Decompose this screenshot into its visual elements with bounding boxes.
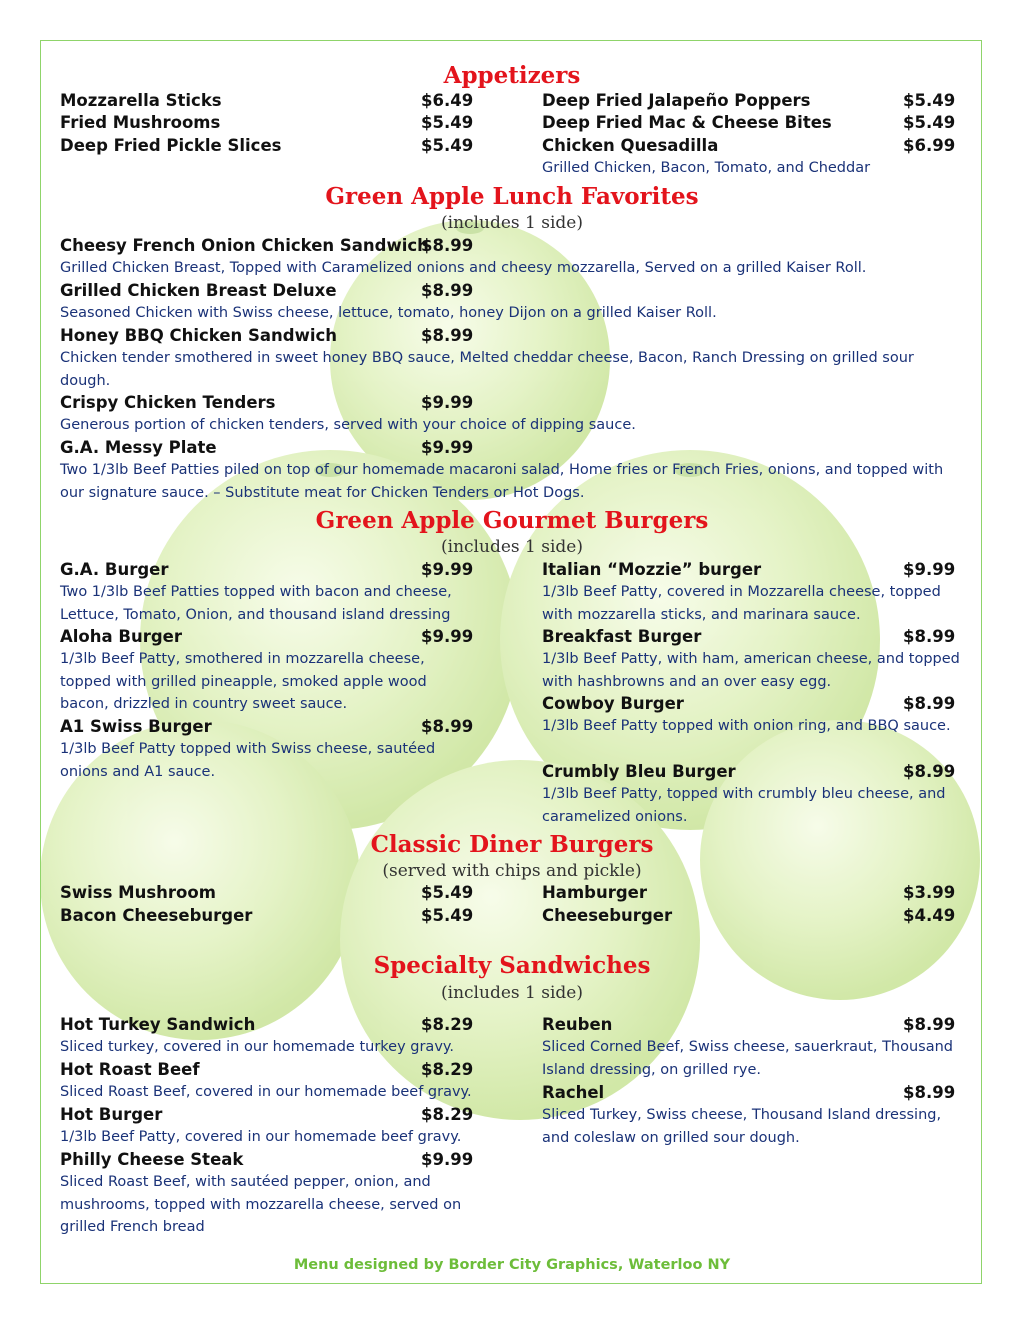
item-description: Sliced Turkey, Swiss cheese, Thousand Island dressing, and coleslaw on grilled sour dough. xyxy=(542,1107,942,1146)
item-price: $8.29 xyxy=(421,1060,474,1079)
item-price: $8.99 xyxy=(903,1015,956,1034)
item-price: $8.99 xyxy=(421,717,474,736)
item-name: Aloha Burger xyxy=(60,627,182,646)
section-title: Classic Diner Burgers xyxy=(370,831,654,858)
item-price: $5.49 xyxy=(421,883,474,902)
item-price: $8.99 xyxy=(903,1083,956,1102)
section-title: Specialty Sandwiches xyxy=(373,952,651,979)
item-name: Hot Turkey Sandwich xyxy=(60,1015,256,1034)
item-price: $5.49 xyxy=(903,91,956,110)
item-description: 1/3lb Beef Patty, topped with crumbly bleu cheese, and caramelized onions. xyxy=(542,786,946,825)
item-price: $9.99 xyxy=(421,627,474,646)
item-price: $8.99 xyxy=(903,627,956,646)
section-subtitle: (includes 1 side) xyxy=(441,537,583,557)
item-price: $8.99 xyxy=(421,236,474,255)
item-price: $8.99 xyxy=(903,694,956,713)
item-description: Two 1/3lb Beef Patties piled on top of our homemade macaroni salad, Home fries or French Fries, onions, and topped with our signature sauce. – Substitute meat for Chicken Tenders or Hot Dogs. xyxy=(60,462,944,501)
item-name: Deep Fried Mac & Cheese Bites xyxy=(542,113,832,132)
item-description: 1/3lb Beef Patty, covered in Mozzarella cheese, topped with mozzarella sticks, and marinara sauce. xyxy=(542,584,941,623)
item-price: $9.99 xyxy=(421,1150,474,1169)
item-name: Deep Fried Jalapeño Poppers xyxy=(542,91,811,110)
item-description: 1/3lb Beef Patty, with ham, american cheese, and topped with hashbrowns and an over easy egg. xyxy=(542,651,960,690)
item-description: 1/3lb Beef Patty, smothered in mozzarella cheese, topped with grilled pineapple, smoked apple wood bacon, drizzled in country sweet sauce. xyxy=(60,651,427,712)
item-price: $5.49 xyxy=(903,113,956,132)
item-price: $5.49 xyxy=(421,113,474,132)
item-name: Fried Mushrooms xyxy=(60,113,221,132)
item-name: Rachel xyxy=(542,1083,605,1102)
item-price: $8.29 xyxy=(421,1105,474,1124)
section-title: Green Apple Lunch Favorites xyxy=(325,183,699,210)
item-description: Grilled Chicken Breast, Topped with Caramelized onions and cheesy mozzarella, Served on a grilled Kaiser Roll. xyxy=(60,260,867,276)
item-name: Cowboy Burger xyxy=(542,694,684,713)
item-name: Mozzarella Sticks xyxy=(60,91,222,110)
item-name: Bacon Cheeseburger xyxy=(60,906,253,925)
item-price: $8.99 xyxy=(421,326,474,345)
item-name: Crumbly Bleu Burger xyxy=(542,762,736,781)
item-name: Philly Cheese Steak xyxy=(60,1150,244,1169)
item-description: 1/3lb Beef Patty topped with Swiss cheese, sautéed onions and A1 sauce. xyxy=(60,741,436,780)
item-name: A1 Swiss Burger xyxy=(60,717,212,736)
item-price: $9.99 xyxy=(421,393,474,412)
item-name: Breakfast Burger xyxy=(542,627,702,646)
item-name: Hot Burger xyxy=(60,1105,163,1124)
item-price: $3.99 xyxy=(903,883,956,902)
item-price: $8.29 xyxy=(421,1015,474,1034)
item-description: Sliced turkey, covered in our homemade turkey gravy. xyxy=(60,1039,455,1055)
item-name: G.A. Messy Plate xyxy=(60,438,217,457)
item-name: Swiss Mushroom xyxy=(60,883,216,902)
item-description: Chicken tender smothered in sweet honey BBQ sauce, Melted cheddar cheese, Bacon, Ranch Dressing on grilled sour dough. xyxy=(60,350,914,389)
item-description: Two 1/3lb Beef Patties topped with bacon and cheese, Lettuce, Tomato, Onion, and thousand island dressing xyxy=(60,584,452,623)
item-price: $9.99 xyxy=(421,560,474,579)
item-description: Seasoned Chicken with Swiss cheese, lettuce, tomato, honey Dijon on a grilled Kaiser Roll. xyxy=(60,305,717,321)
item-name: Cheesy French Onion Chicken Sandwich xyxy=(60,236,429,255)
item-price: $9.99 xyxy=(421,438,474,457)
item-price: $6.49 xyxy=(421,91,474,110)
item-price: $5.49 xyxy=(421,136,474,155)
item-description: Sliced Roast Beef, with sautéed pepper, onion, and mushrooms, topped with mozzarella cheese, served on grilled French bread xyxy=(60,1174,462,1235)
item-description: Sliced Roast Beef, covered in our homemade beef gravy. xyxy=(60,1084,472,1100)
item-name: Reuben xyxy=(542,1015,613,1034)
item-description: Grilled Chicken, Bacon, Tomato, and Cheddar xyxy=(542,160,871,176)
item-description: Generous portion of chicken tenders, served with your choice of dipping sauce. xyxy=(60,417,636,433)
item-name: Honey BBQ Chicken Sandwich xyxy=(60,326,338,345)
item-name: Grilled Chicken Breast Deluxe xyxy=(60,281,337,300)
section-subtitle: (includes 1 side) xyxy=(441,213,583,233)
item-description: Sliced Corned Beef, Swiss cheese, sauerkraut, Thousand Island dressing, on grilled rye. xyxy=(542,1039,954,1078)
footer-credit: Menu designed by Border City Graphics, Waterloo NY xyxy=(293,1257,731,1273)
item-name: Hamburger xyxy=(542,883,647,902)
item-description: 1/3lb Beef Patty topped with onion ring, and BBQ sauce. xyxy=(542,718,951,734)
item-name: Italian “Mozzie” burger xyxy=(542,560,762,579)
item-price: $6.99 xyxy=(903,136,956,155)
item-price: $8.99 xyxy=(903,762,956,781)
item-price: $4.49 xyxy=(903,906,956,925)
item-name: G.A. Burger xyxy=(60,560,169,579)
item-name: Hot Roast Beef xyxy=(60,1060,200,1079)
item-name: Deep Fried Pickle Slices xyxy=(60,136,282,155)
section-title: Green Apple Gourmet Burgers xyxy=(315,507,709,534)
item-description: 1/3lb Beef Patty, covered in our homemade beef gravy. xyxy=(60,1129,462,1145)
item-price: $9.99 xyxy=(903,560,956,579)
section-subtitle: (served with chips and pickle) xyxy=(382,861,642,881)
section-subtitle: (includes 1 side) xyxy=(441,983,583,1003)
section-title: Appetizers xyxy=(443,62,581,89)
item-name: Cheeseburger xyxy=(542,906,673,925)
item-name: Crispy Chicken Tenders xyxy=(60,393,276,412)
item-price: $8.99 xyxy=(421,281,474,300)
item-price: $5.49 xyxy=(421,906,474,925)
item-name: Chicken Quesadilla xyxy=(542,136,719,155)
